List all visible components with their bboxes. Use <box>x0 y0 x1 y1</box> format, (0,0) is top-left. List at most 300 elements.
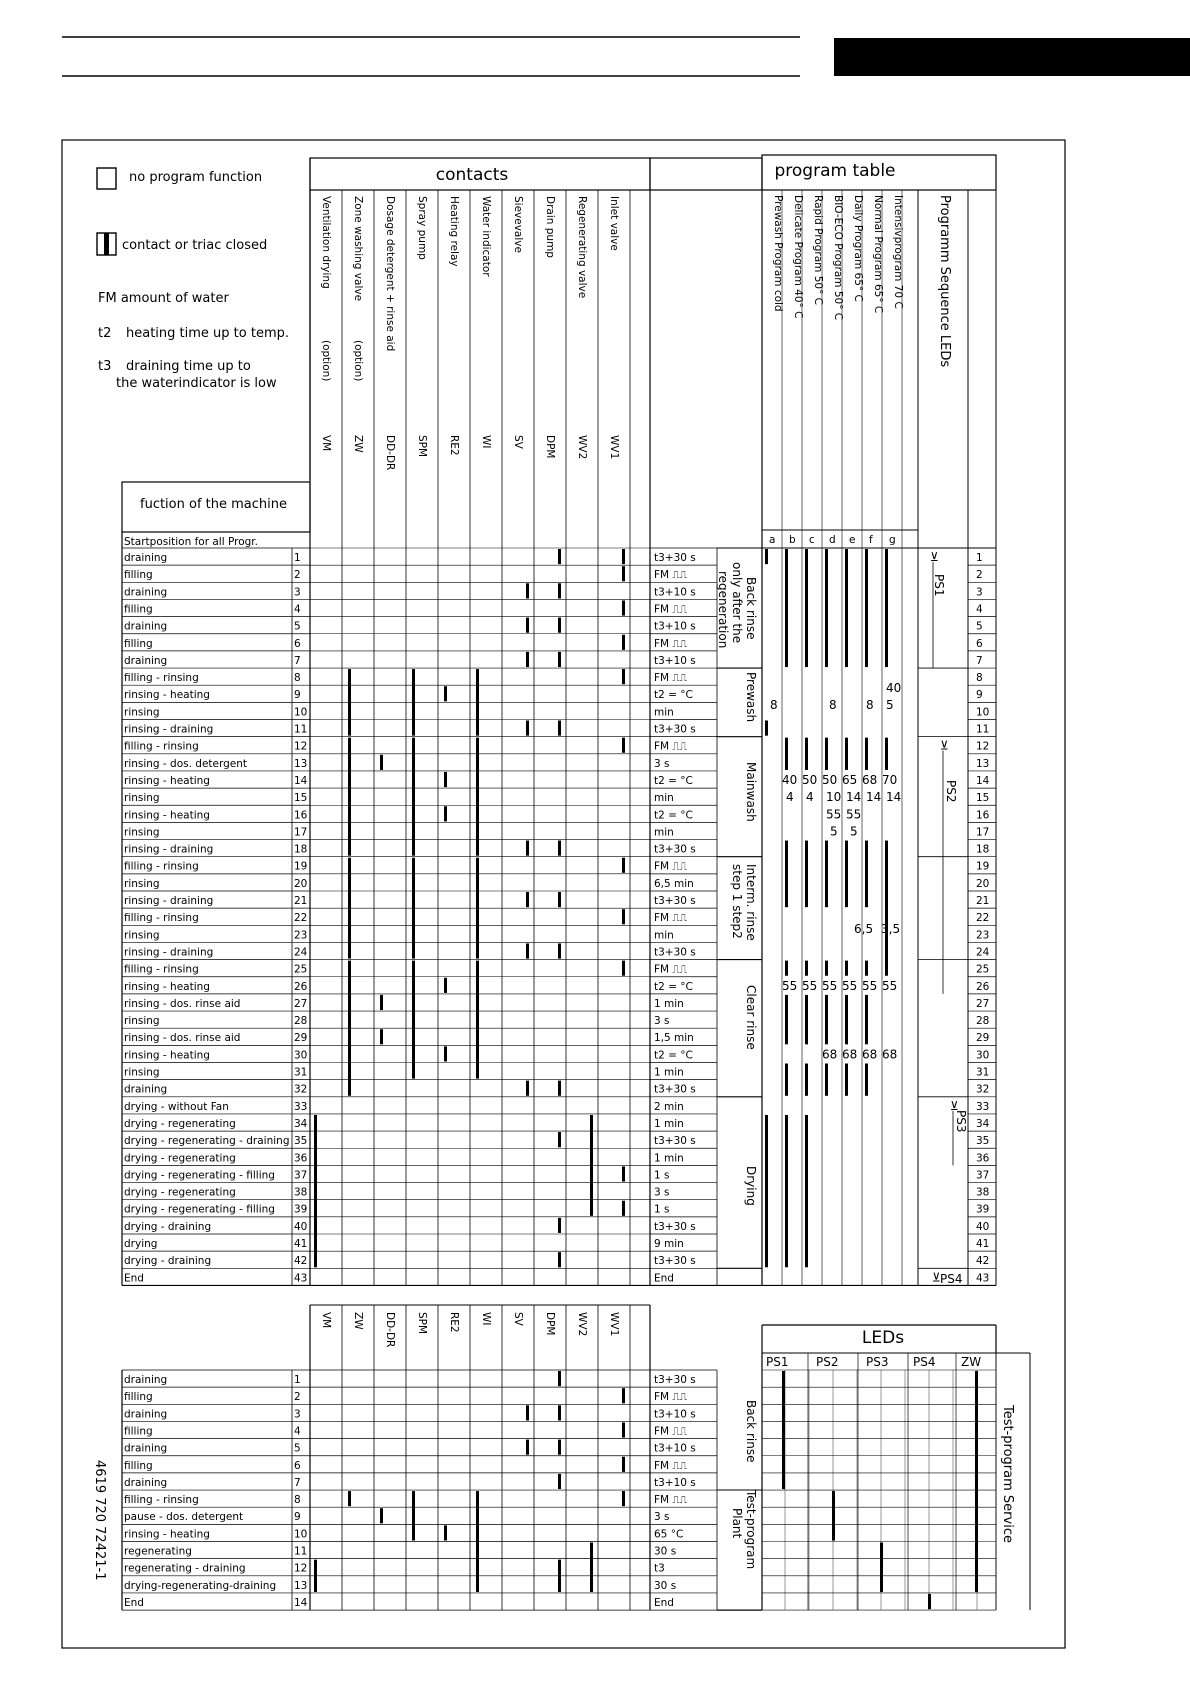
phase-labels <box>716 562 758 1206</box>
step-number: 21 <box>294 895 308 907</box>
step-function: End <box>124 1272 144 1285</box>
program-mark <box>825 549 828 667</box>
main-program-table <box>122 190 996 1285</box>
program-name: Daily Program 65° C <box>852 195 864 302</box>
test-phase-test2: Plant <box>730 1508 744 1539</box>
step-function: rinsing - draining <box>124 895 214 907</box>
test-contact-bar <box>526 1440 529 1455</box>
step-function: rinsing - heating <box>124 980 210 993</box>
step-function: rinsing <box>124 929 160 942</box>
test-step-function: End <box>124 1596 144 1609</box>
test-contact-bar <box>558 1560 561 1592</box>
step-function: drying - draining <box>124 1255 212 1268</box>
test-step-time: FM ⎍⎍ <box>654 1494 688 1507</box>
program-letter: b <box>789 534 796 546</box>
program-mark <box>865 841 868 908</box>
step-number: 28 <box>294 1015 308 1028</box>
mainwash-temp: 68 <box>862 772 878 787</box>
step-number: 22 <box>294 912 308 925</box>
contact-closed-bar <box>444 1046 447 1061</box>
test-step-time: FM ⎍⎍ <box>654 1425 688 1438</box>
seq-step-number: 39 <box>976 1203 990 1216</box>
program-name: Delicate Program 40° C <box>792 195 804 319</box>
program-mark <box>825 841 828 908</box>
step-number: 39 <box>294 1203 308 1216</box>
legend-contact-closed: contact or triac closed <box>122 238 268 253</box>
mainwash-temp: 65 <box>842 772 858 787</box>
step-function: rinsing - heating <box>124 689 210 702</box>
seq-step-number: 22 <box>976 912 990 925</box>
test-contact-bar <box>412 1491 415 1540</box>
seq-step-number: 5 <box>976 620 983 633</box>
seq-step-number: 38 <box>976 1186 990 1199</box>
program-mark <box>845 1064 848 1096</box>
contact-closed-bar <box>412 961 415 1079</box>
step-function: drying - draining <box>124 1220 212 1233</box>
seq-step-number: 26 <box>976 980 990 993</box>
test-contact-bar <box>526 1405 529 1420</box>
step-number: 29 <box>294 1032 308 1045</box>
contact-closed-bar <box>558 1218 561 1233</box>
step-number: 1 <box>294 552 301 564</box>
contact-closed-bar <box>348 669 351 736</box>
program-mark <box>825 961 828 976</box>
step-number: 11 <box>294 723 308 736</box>
contact-closed-bar <box>380 755 383 770</box>
test-step-time: FM ⎍⎍ <box>654 1391 688 1404</box>
test-contact-code: WI <box>480 1312 492 1326</box>
contact-closed-bar <box>558 721 561 736</box>
contact-closed-bar <box>622 858 625 873</box>
step-time: t3+30 s <box>654 895 696 907</box>
step-function: filling - rinsing <box>124 860 199 873</box>
step-function: drying - regenerating - filling <box>124 1203 275 1216</box>
step-function: draining <box>124 586 168 599</box>
seq-step-number: 7 <box>976 654 983 667</box>
step-time: 1 min <box>654 1152 684 1165</box>
step-time: FM ⎍⎍ <box>654 637 688 650</box>
contact-closed-bar <box>526 892 529 907</box>
diode-icon: ⊻ <box>940 738 949 753</box>
contact-closed-bar <box>412 858 415 959</box>
step-function: filling - rinsing <box>124 672 199 685</box>
contact-closed-bar <box>622 738 625 753</box>
step-time: t3+10 s <box>654 654 696 667</box>
program-mark <box>885 549 888 667</box>
step-number: 14 <box>294 774 308 787</box>
seq-step-number: 23 <box>976 929 990 942</box>
seq-step-number: 17 <box>976 826 990 839</box>
test-step-number: 10 <box>294 1528 308 1541</box>
step-function: draining <box>124 1083 168 1096</box>
document-number: 4619 720 72421-1 <box>92 1460 107 1581</box>
test-step-function: filling - rinsing <box>124 1494 199 1507</box>
step-number: 15 <box>294 792 308 805</box>
test-step-time: FM ⎍⎍ <box>654 1459 688 1472</box>
test-phase-back-rinse: Back rinse <box>744 1400 758 1463</box>
clear-temp2: 68 <box>862 1047 878 1062</box>
test-step-time: 65 °C <box>654 1528 684 1541</box>
step-time: 1 min <box>654 1066 684 1079</box>
contact-closed-bar <box>622 961 625 976</box>
test-step-time: t3 <box>654 1562 665 1575</box>
step-time: t3+10 s <box>654 620 696 633</box>
seq-step-number: 13 <box>976 757 990 770</box>
sequence-leds-header: Programm Sequence LEDs <box>937 195 952 368</box>
step-time: min <box>654 929 674 942</box>
step-time: t3+30 s <box>654 1135 696 1148</box>
step-function: rinsing <box>124 826 160 839</box>
clear-temp: 55 <box>882 978 898 993</box>
prewash-min-d: 8 <box>829 698 837 712</box>
step-time: FM ⎍⎍ <box>654 912 688 925</box>
mainwash-temp: 50 <box>802 772 818 787</box>
step-time: t2 = °C <box>654 980 693 993</box>
program-mark <box>865 738 868 770</box>
seq-step-number: 31 <box>976 1066 990 1079</box>
contact-name: Heating relay <box>448 196 460 267</box>
step-time: 3 s <box>654 1015 670 1028</box>
test-step-time: End <box>654 1596 674 1609</box>
program-mark <box>865 1064 868 1096</box>
test-step-number: 3 <box>294 1408 301 1421</box>
test-step-function: draining <box>124 1408 168 1421</box>
seq-step-number: 16 <box>976 809 990 822</box>
clear-temp: 55 <box>822 978 838 993</box>
step-function: drying - regenerating <box>124 1152 236 1165</box>
prewash-min-g: 5 <box>886 698 894 712</box>
test-led-bar <box>782 1371 785 1489</box>
test-led-label: PS3 <box>866 1355 889 1369</box>
program-mark <box>825 738 828 770</box>
test-contact-bar <box>558 1440 561 1455</box>
step-number: 34 <box>294 1117 308 1130</box>
contact-closed-bar <box>558 1081 561 1096</box>
seq-step-number: 11 <box>976 723 990 736</box>
test-step-function: regenerating <box>124 1545 192 1558</box>
program-table-title: program table <box>774 161 896 181</box>
contact-closed-bar <box>526 721 529 736</box>
function-header: fuction of the machine <box>140 497 287 512</box>
contact-name: Regenerating valve <box>576 196 588 299</box>
seq-step-number: 4 <box>976 603 983 616</box>
contact-code: WV1 <box>608 435 620 460</box>
test-phase-test1: Test-program <box>744 1490 758 1570</box>
program-mark <box>865 549 868 667</box>
mainwash-min2: 5 <box>830 824 838 839</box>
step-number: 18 <box>294 843 308 856</box>
program-mark <box>845 738 848 770</box>
test-step-number: 12 <box>294 1562 308 1575</box>
seq-step-number: 9 <box>976 689 983 702</box>
legend-t2-text: heating time up to temp. <box>126 326 289 341</box>
program-mark <box>845 841 848 908</box>
program-labels <box>769 195 904 546</box>
legend-empty-box-icon <box>97 168 116 189</box>
test-side-label: Test-program Service <box>1000 1405 1015 1543</box>
step-time: FM ⎍⎍ <box>654 603 688 616</box>
step-function: filling - rinsing <box>124 963 199 976</box>
step-time: 1 min <box>654 997 684 1010</box>
program-name: Normal Program 65° C <box>872 195 884 314</box>
prewash-min-a: 8 <box>770 698 778 712</box>
test-step-time: 3 s <box>654 1511 670 1524</box>
step-time: End <box>654 1272 674 1285</box>
seq-led-ps4: PS4 <box>940 1272 963 1286</box>
contact-name: Drain pump <box>544 196 556 258</box>
program-mark <box>805 738 808 770</box>
test-contact-bar <box>314 1560 317 1592</box>
seq-step-number: 29 <box>976 1032 990 1045</box>
seq-step-number: 30 <box>976 1049 990 1062</box>
legend-no-function: no program function <box>129 170 263 185</box>
test-contact-code: SPM <box>416 1312 428 1335</box>
step-number: 16 <box>294 809 308 822</box>
mainwash-temp: 40 <box>782 772 798 787</box>
clear-temp: 55 <box>862 978 878 993</box>
test-step-time: 30 s <box>654 1579 677 1592</box>
step-time: FM ⎍⎍ <box>654 860 688 873</box>
step-function: draining <box>124 620 168 633</box>
test-step-number: 7 <box>294 1476 301 1489</box>
test-led-bar <box>928 1594 931 1609</box>
contact-closed-bar <box>622 635 625 650</box>
step-number: 42 <box>294 1255 308 1268</box>
test-contact-bar <box>558 1474 561 1489</box>
interm-min-2: 3,5 <box>881 922 901 936</box>
legend-t3-label: t3 <box>98 359 112 374</box>
contact-closed-bar <box>622 669 625 684</box>
contact-closed-bar <box>622 1166 625 1181</box>
program-name: Rapid Program 50° C <box>812 195 824 306</box>
seq-step-number: 25 <box>976 963 990 976</box>
program-mark <box>805 1115 808 1267</box>
step-function: rinsing <box>124 792 160 805</box>
contact-closed-bar <box>558 841 561 856</box>
test-step-time: t3+10 s <box>654 1442 696 1455</box>
step-number: 30 <box>294 1049 308 1062</box>
seq-step-number: 18 <box>976 843 990 856</box>
step-function: rinsing <box>124 1015 160 1028</box>
legend-fm: FM amount of water <box>98 291 229 306</box>
seq-step-number: 20 <box>976 877 990 890</box>
step-number: 7 <box>294 654 301 667</box>
program-letter: g <box>889 534 896 546</box>
step-function: drying - regenerating - draining <box>124 1135 290 1148</box>
test-led-label: PS1 <box>766 1355 789 1369</box>
program-mark <box>825 1064 828 1096</box>
step-time: FM ⎍⎍ <box>654 672 688 685</box>
step-function: drying - regenerating - filling <box>124 1169 275 1182</box>
prewash-min-f: 8 <box>866 698 874 712</box>
contact-closed-bar <box>558 943 561 958</box>
program-name: Intensivprogram 70 C <box>892 195 904 309</box>
program-values <box>770 681 901 1061</box>
phase-regeneration: regeneration <box>716 571 730 649</box>
seq-step-number: 15 <box>976 792 990 805</box>
program-mark <box>785 841 788 908</box>
step-number: 33 <box>294 1100 308 1113</box>
test-step-function: drying-regenerating-draining <box>124 1579 277 1592</box>
test-contact-bar <box>622 1491 625 1506</box>
test-contact-bar <box>444 1525 447 1540</box>
mainwash-temp: 70 <box>882 772 898 787</box>
contact-closed-bar <box>412 738 415 856</box>
step-number: 35 <box>294 1135 308 1148</box>
step-number: 8 <box>294 672 301 685</box>
test-led-bar <box>975 1371 978 1592</box>
program-mark <box>785 549 788 667</box>
step-time: 3 s <box>654 1186 670 1199</box>
program-mark <box>885 858 888 976</box>
step-time: t3+30 s <box>654 552 696 564</box>
step-number: 10 <box>294 706 308 719</box>
seq-step-number: 19 <box>976 860 990 873</box>
mainwash-min: 14 <box>866 790 882 805</box>
test-contact-code: RE2 <box>448 1312 460 1333</box>
step-number: 19 <box>294 860 308 873</box>
step-number: 26 <box>294 980 308 993</box>
contact-closed-bar <box>526 943 529 958</box>
test-step-time: t3+10 s <box>654 1408 696 1421</box>
seq-step-number: 8 <box>976 672 983 685</box>
step-function: draining <box>124 654 168 667</box>
contact-closed-bar <box>558 892 561 907</box>
contact-closed-bar <box>526 652 529 667</box>
contact-closed-bar <box>476 858 479 959</box>
contact-name: Zone washing valve <box>352 196 364 302</box>
seq-step-number: 21 <box>976 895 990 907</box>
test-step-number: 4 <box>294 1425 301 1438</box>
program-mark <box>785 1115 788 1267</box>
step-time: min <box>654 792 674 805</box>
step-function: rinsing - draining <box>124 723 214 736</box>
contact-closed-bar <box>526 841 529 856</box>
test-led-bar <box>832 1491 835 1540</box>
step-number: 12 <box>294 740 308 753</box>
contact-closed-bar <box>444 686 447 701</box>
seq-led-ps2: PS2 <box>944 780 958 803</box>
step-time: 3 s <box>654 757 670 770</box>
step-time: 1 s <box>654 1203 670 1216</box>
mainwash-min: 10 <box>826 790 842 805</box>
step-time: t3+30 s <box>654 1255 696 1268</box>
program-mark <box>845 995 848 1044</box>
test-step-function: regenerating - draining <box>124 1562 246 1575</box>
test-contact-bar <box>558 1405 561 1420</box>
seq-step-number: 34 <box>976 1117 990 1130</box>
step-function: drying <box>124 1238 158 1250</box>
legend <box>97 168 289 391</box>
contact-closed-bar <box>412 669 415 736</box>
contact-name: Dosage detergent + rinse aid <box>384 196 396 352</box>
step-time: FM ⎍⎍ <box>654 963 688 976</box>
seq-step-number: 35 <box>976 1135 990 1148</box>
seq-step-number: 24 <box>976 946 990 959</box>
contact-code: SPM <box>416 435 428 458</box>
contact-closed-bar <box>314 1115 317 1267</box>
seq-step-number: 27 <box>976 997 990 1010</box>
seq-step-number: 32 <box>976 1083 990 1096</box>
contact-closed-bar <box>526 583 529 598</box>
program-mark <box>785 961 788 976</box>
seq-step-number: 6 <box>976 637 983 650</box>
test-step-time: t3+10 s <box>654 1476 696 1489</box>
program-mark <box>785 995 788 1044</box>
contact-closed-bar <box>444 806 447 821</box>
program-mark <box>805 841 808 908</box>
test-contact-code: SV <box>512 1312 524 1326</box>
clear-temp: 55 <box>802 978 818 993</box>
test-contact-bar <box>348 1491 351 1506</box>
contact-closed-bar <box>380 995 383 1010</box>
contact-closed-bar <box>558 618 561 633</box>
contact-closed-bar <box>476 961 479 1079</box>
test-leds-title: LEDs <box>861 1328 905 1348</box>
program-mark <box>865 961 868 976</box>
step-number: 25 <box>294 963 308 976</box>
phase-interm-rinse: Interm. rinse <box>744 864 758 941</box>
contact-closed-bar <box>348 858 351 959</box>
step-function: draining <box>124 552 168 564</box>
timing-header-box <box>650 158 762 190</box>
phase-only-after: only after the <box>730 562 744 644</box>
program-mark <box>785 738 788 770</box>
step-number: 27 <box>294 997 308 1010</box>
contact-closed-bar <box>526 618 529 633</box>
seq-step-number: 43 <box>976 1272 990 1285</box>
step-number: 4 <box>294 603 301 616</box>
contact-code: DD-DR <box>384 435 396 471</box>
step-number: 6 <box>294 637 301 650</box>
contact-closed-bar <box>558 583 561 598</box>
contact-closed-bar <box>558 652 561 667</box>
step-number: 40 <box>294 1220 308 1233</box>
test-step-number: 8 <box>294 1494 301 1507</box>
step-time: 1 s <box>654 1169 670 1182</box>
seq-step-number: 40 <box>976 1220 990 1233</box>
step-time: t2 = °C <box>654 809 693 822</box>
test-contact-bar <box>622 1457 625 1472</box>
test-contact-bar <box>476 1491 479 1592</box>
contact-name: Spray pump <box>416 196 428 260</box>
contact-name: Sievevalve <box>512 196 524 253</box>
step-number: 13 <box>294 757 308 770</box>
contact-closed-bar <box>622 566 625 581</box>
seq-led-ps1: PS1 <box>932 574 946 597</box>
start-position-label: Startposition for all Progr. <box>124 536 258 548</box>
mainwash-min: 14 <box>846 790 862 805</box>
step-number: 31 <box>294 1066 308 1079</box>
mainwash-temp: 50 <box>822 772 838 787</box>
step-time: t3+10 s <box>654 586 696 599</box>
clear-temp2: 68 <box>842 1047 858 1062</box>
seq-led-ps3: PS3 <box>954 1110 968 1133</box>
contact-code: SV <box>512 435 524 449</box>
seq-step-number: 37 <box>976 1169 990 1182</box>
test-step-number: 2 <box>294 1391 301 1404</box>
step-number: 43 <box>294 1272 308 1285</box>
step-number: 3 <box>294 586 301 599</box>
program-mark <box>885 738 888 770</box>
step-time: t3+30 s <box>654 723 696 736</box>
test-step-number: 14 <box>294 1596 308 1609</box>
program-mark <box>785 1064 788 1096</box>
test-contact-code: WV2 <box>576 1312 588 1337</box>
sequence-leds <box>932 574 968 1286</box>
contact-closed-bar <box>380 1029 383 1044</box>
contact-code: WI <box>480 435 492 449</box>
